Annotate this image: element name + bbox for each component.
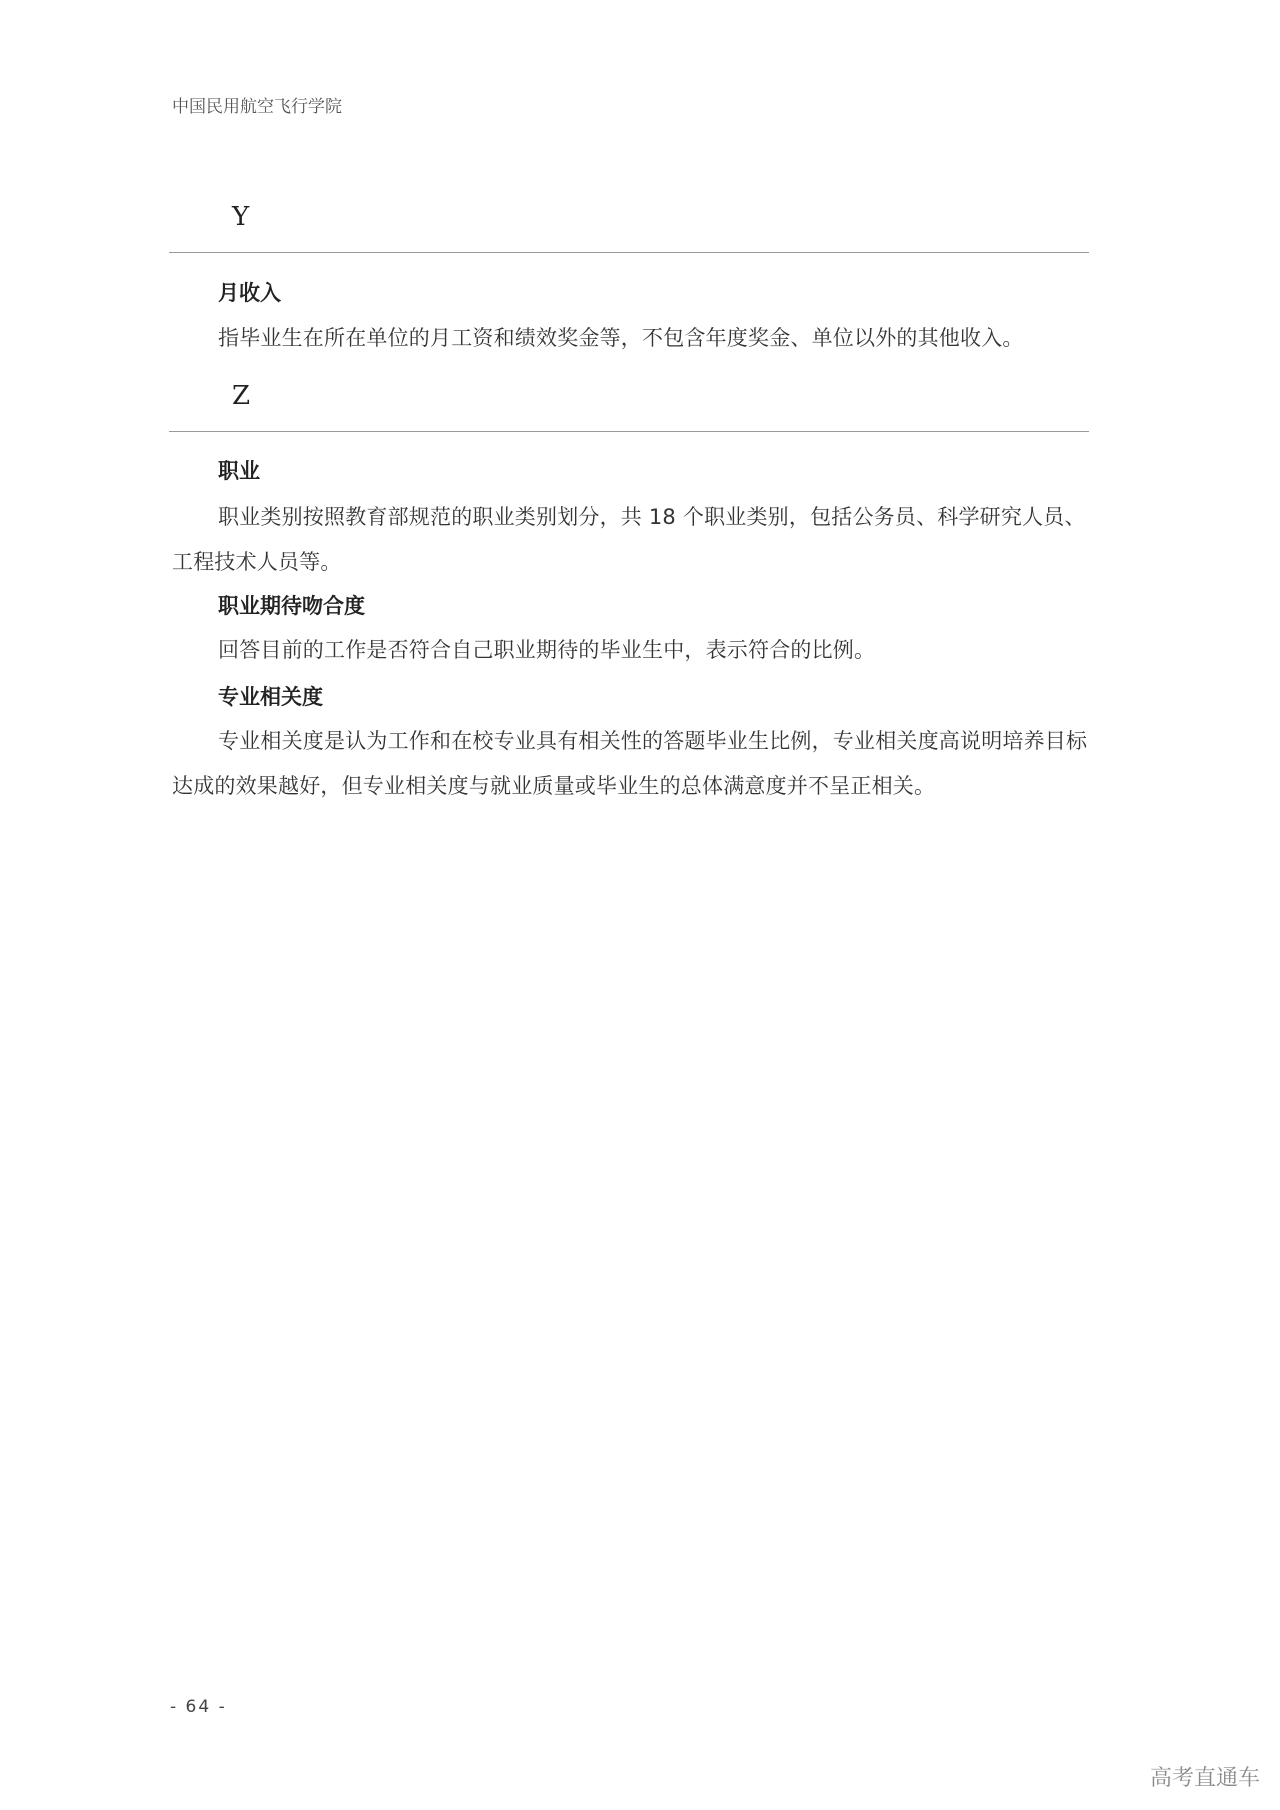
section-divider-z <box>169 431 1089 432</box>
section-letter-z: Z <box>232 381 251 411</box>
definition-monthly-income: 指毕业生在所在单位的月工资和绩效奖金等，不包含年度奖金、单位以外的其他收入。 <box>218 326 1024 350</box>
definition-career-expectation-match: 回答目前的工作是否符合自己职业期待的毕业生中，表示符合的比例。 <box>218 638 876 662</box>
term-career-expectation-match: 职业期待吻合度 <box>218 594 365 618</box>
definition-major-relevance: 专业相关度是认为工作和在校专业具有相关性的答题毕业生比例，专业相关度高说明培养目标达成的效果越好，但专业相关度与就业质量或毕业生的总体满意度并不呈正相关。 <box>172 729 1088 798</box>
term-monthly-income: 月收入 <box>218 281 281 305</box>
term-major-relevance: 专业相关度 <box>218 685 323 709</box>
term-occupation: 职业 <box>218 459 260 483</box>
definition-occupation: 职业类别按照教育部规范的职业类别划分，共 18 个职业类别，包括公务员、科学研究人员、工程技术人员等。 <box>172 505 1086 574</box>
section-divider-y <box>169 252 1089 253</box>
watermark-text: 高考直通车 <box>1149 1766 1260 1791</box>
section-letter-y: Y <box>232 202 250 232</box>
page-header-institution: 中国民用航空飞行学院 <box>172 97 342 117</box>
page-number: - 64 - <box>170 1697 227 1717</box>
